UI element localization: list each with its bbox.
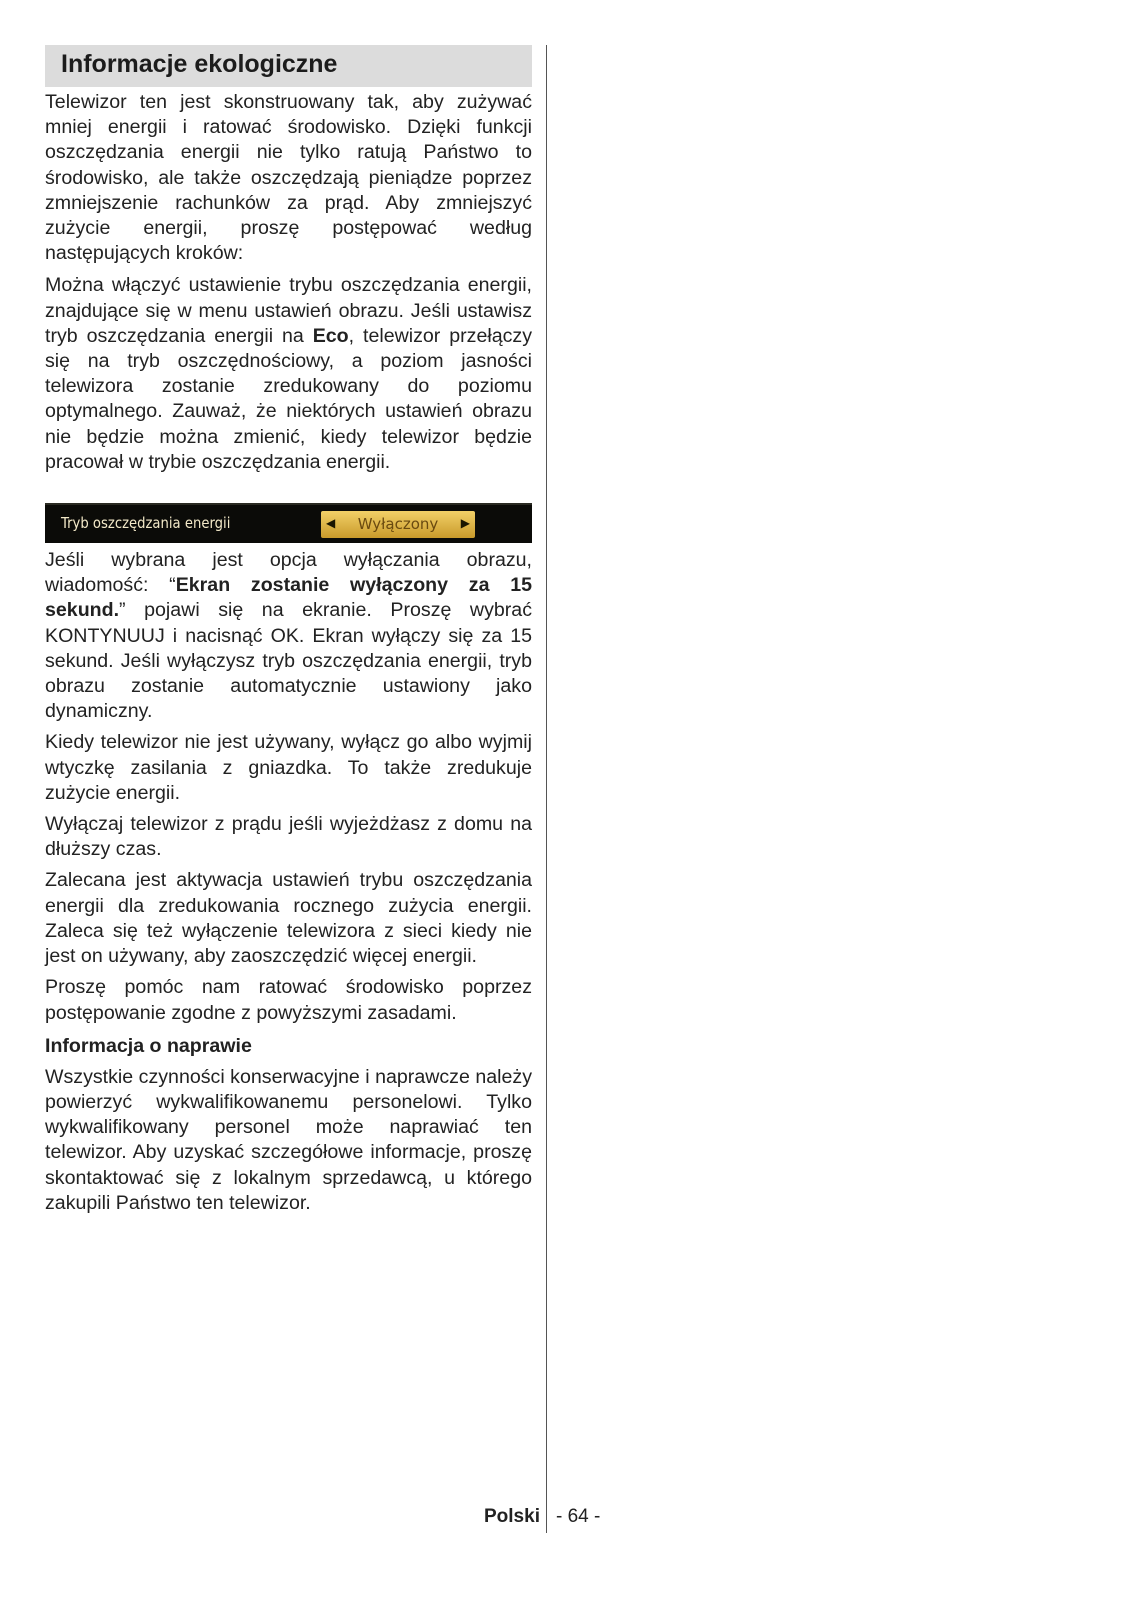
- paragraph-unplug: Kiedy telewizor nie jest używany, wyłącz go albo wyjmij wtyczkę zasilania z gniazdka. To także zredukuje zużycie energii.: [45, 731, 532, 804]
- paragraph-intro: Telewizor ten jest skonstruowany tak, aby zużywać mniej energii i ratować środowisko. Dzięki funkcji oszczędzania energii nie tylko ratują Państwo to środowisko, ale także oszczędzają pieniądze poprzez zmniejszenie rachunków za prąd. Aby zmniejszyć zużycie energii, proszę postępować według następujących kroków:: [45, 91, 532, 265]
- footer-language: Polski: [484, 1506, 540, 1527]
- repair-heading: Informacja o naprawie: [45, 1034, 252, 1057]
- paragraph-text: ” pojawi się na ekranie. Proszę wybrać KONTYNUUJ i nacisnąć OK. Ekran wyłączy się za 15 sekund. Jeśli wyłączysz tryb oszczędzania energii, tryb obrazu zostanie automatycznie ustawiony jako dynamiczny.: [45, 599, 532, 723]
- paragraph-text: Można włączyć ustawienie trybu oszczędzania energii, znajdujące się w menu ustawień obrazu. Jeśli ustawisz tryb oszczędzania energii na: [45, 274, 532, 347]
- arrow-left-icon[interactable]: ◀: [326, 516, 336, 531]
- energy-saving-selector[interactable]: [321, 511, 475, 538]
- energy-saving-value: Wyłączony: [357, 515, 439, 534]
- paragraph-away: Wyłączaj telewizor z prądu jeśli wyjeżdżasz z domu na dłuższy czas.: [45, 813, 532, 861]
- paragraph-text: Jeśli wybrana jest opcja wyłączania obrazu, wiadomość: “: [45, 549, 532, 597]
- section-heading: Informacje ekologiczne: [45, 45, 532, 87]
- screen-off-message: Ekran zostanie wyłączony za 15 sekund.: [45, 574, 533, 622]
- text-column: [45, 45, 532, 1216]
- energy-saving-menu-bar: [45, 503, 532, 543]
- paragraph-screen-off: [45, 548, 532, 724]
- paragraph-recommendation: Zalecana jest aktywacja ustawień trybu oszczędzania energii dla zredukowania rocznego zużycia energii. Zaleca się też wyłączenie telewizora z sieci kiedy nie jest on używany, aby zaoszczędzić więcej energii.: [45, 869, 532, 968]
- arrow-right-icon[interactable]: ▶: [460, 516, 470, 531]
- paragraph-text: , telewizor przełączy się na tryb oszczędnościowy, a poziom jasności telewizora zostanie zredukowany do poziomu optymalnego. Zauważ, że niektórych ustawień obrazu nie będzie można zmienić, kiedy telewizor będzie pracował w trybie oszczędzania energii.: [45, 324, 533, 473]
- paragraph-eco-mode: [45, 273, 532, 475]
- paragraph-help: Proszę pomóc nam ratować środowisko poprzez postępowanie zgodne z powyższymi zasadami.: [45, 976, 532, 1024]
- paragraph-repair: Wszystkie czynności konserwacyjne i naprawcze należy powierzyć wykwalifikowanemu personelowi. Tylko wykwalifikowany personel może naprawiać ten telewizor. Aby uzyskać szczegółowe informacje, proszę skontaktować się z lokalnym sprzedawcą, u którego zakupili Państwo ten telewizor.: [45, 1065, 532, 1214]
- page-footer: [484, 1506, 600, 1528]
- eco-keyword: Eco: [312, 324, 349, 347]
- column-divider: [546, 45, 547, 1533]
- energy-saving-menu-label: Tryb oszczędzania energii: [61, 514, 231, 533]
- page-number: - 64 -: [555, 1506, 601, 1527]
